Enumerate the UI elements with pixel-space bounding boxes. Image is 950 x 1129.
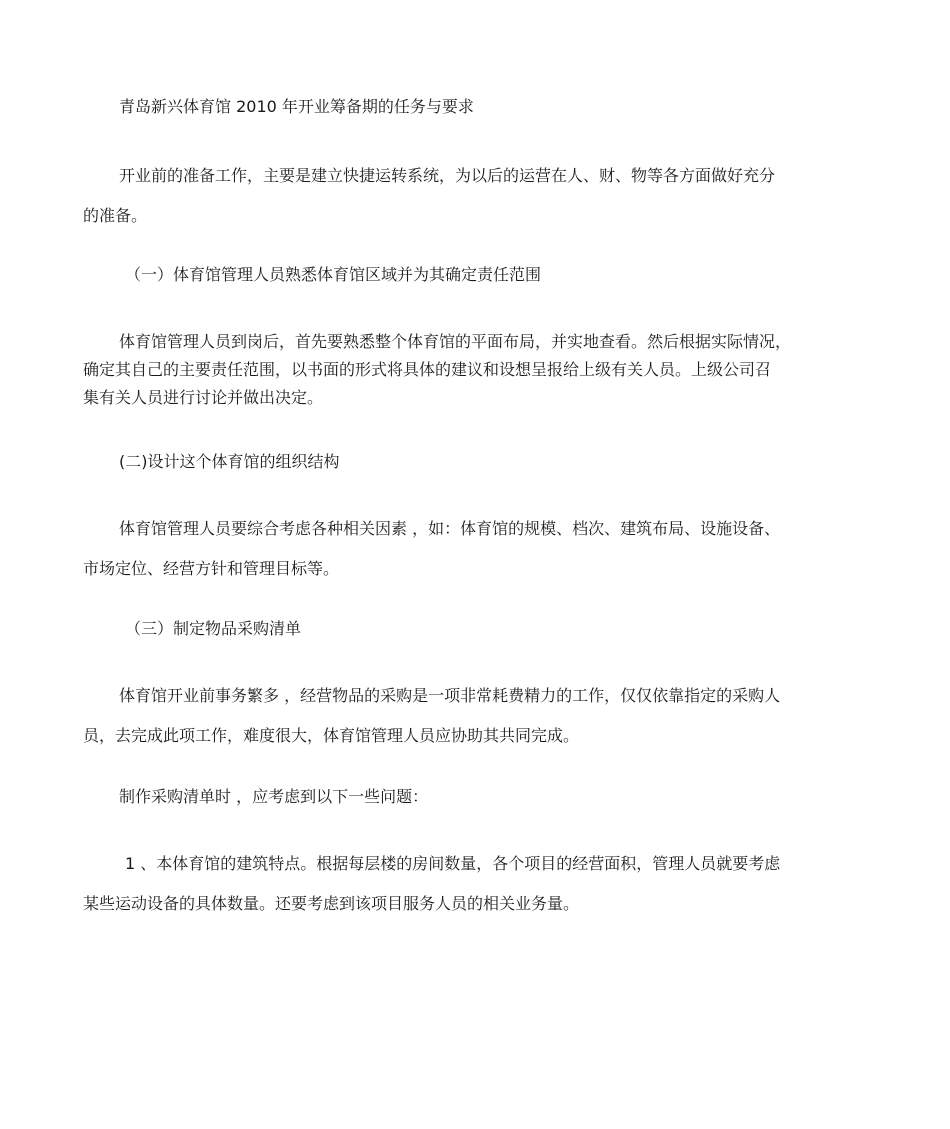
section-1-line-3: 集有关人员进行讨论并做出决定。	[83, 388, 324, 407]
section-3-line-2: 员，去完成此项工作，难度很大，体育馆管理人员应协助其共同完成。	[83, 726, 580, 745]
list-intro	[83, 784, 869, 807]
list-item-1	[83, 844, 869, 924]
section-3-line-1: 体育馆开业前事务繁多 ，经营物品的采购是一项非常耗费精力的工作，仅仅依靠指定的采购人	[119, 686, 781, 705]
section-2-heading-text: (二)设计这个体育馆的组织结构	[119, 452, 340, 471]
intro-line-1: 开业前的准备工作，主要是建立快捷运转系统，为以后的运营在人、财、物等各方面做好充分	[119, 166, 776, 185]
list-intro-text: 制作采购清单时 ，应考虑到以下一些问题：	[119, 787, 429, 806]
section-2-paragraph	[83, 509, 869, 589]
document-title	[83, 94, 869, 117]
section-2-line-1: 体育馆管理人员要综合考虑各种相关因素 ，如：体育馆的规模、档次、建筑布局、设施设备、	[119, 519, 781, 538]
section-3-heading-text: （三）制定物品采购清单	[125, 619, 302, 638]
section-3-heading	[83, 616, 869, 639]
section-1-line-1: 体育馆管理人员到岗后，首先要熟悉整个体育馆的平面布局，并实地查看。然后根据实际情况，	[119, 332, 792, 351]
section-1-heading-text: （一）体育馆管理人员熟悉体育馆区域并为其确定责任范围	[125, 265, 542, 284]
section-3-paragraph	[83, 676, 869, 756]
section-2-heading	[83, 449, 869, 472]
section-1-line-2: 确定其自己的主要责任范围，以书面的形式将具体的建议和设想呈报给上级有关人员。上级公司召	[83, 360, 772, 379]
list-item-1-line-1: 1 、本体育馆的建筑特点。根据每层楼的房间数量，各个项目的经营面积，管理人员就要考虑	[125, 854, 781, 873]
section-1-paragraph	[83, 328, 869, 412]
section-1-heading	[83, 262, 869, 285]
intro-line-2: 的准备。	[83, 206, 148, 225]
list-item-1-line-2: 某些运动设备的具体数量。还要考虑到该项目服务人员的相关业务量。	[83, 894, 580, 913]
section-2-line-2: 市场定位、经营方针和管理目标等。	[83, 559, 340, 578]
intro-paragraph	[83, 156, 869, 236]
title-text: 青岛新兴体育馆 2010 年开业筹备期的任务与要求	[119, 97, 474, 116]
